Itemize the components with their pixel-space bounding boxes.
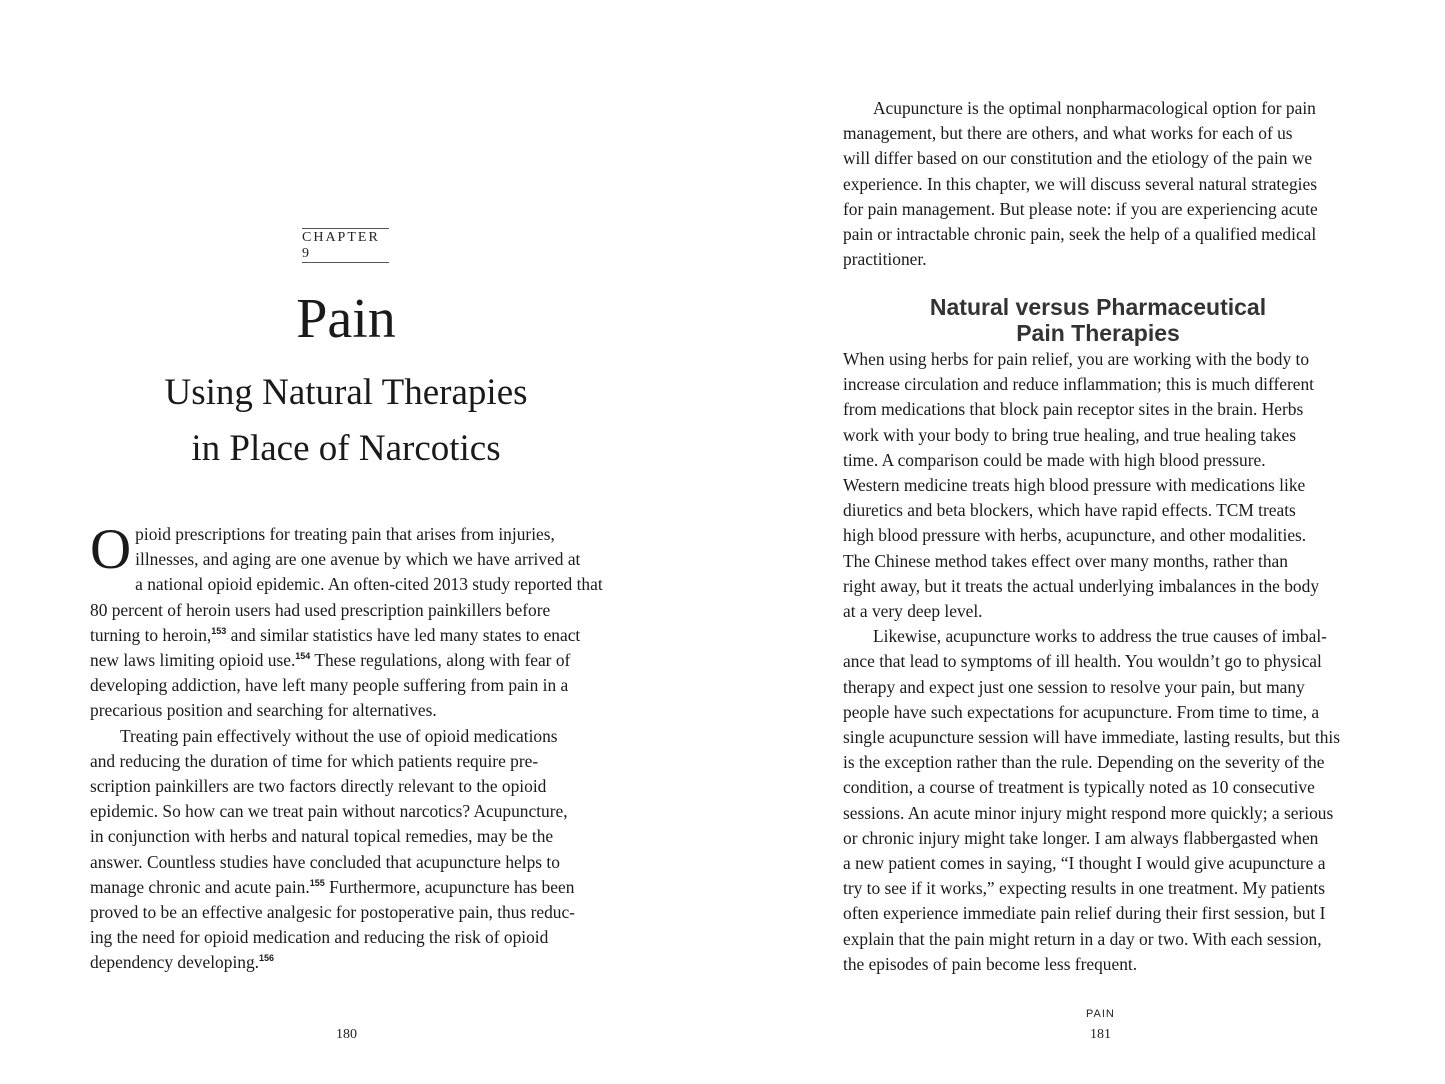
page-number: 180 (336, 1027, 357, 1042)
text-line: work with your body to bring true healing, and true healing takes (843, 424, 1297, 445)
footnote-ref: 156 (259, 953, 275, 964)
text-line (90, 648, 600, 673)
text-line: ance that lead to symptoms of ill health. You wouldn’t go to physical (843, 651, 1322, 672)
text-line: experience. In this chapter, we will discuss several natural strategies (843, 173, 1317, 194)
text-line: pioid prescriptions for treating pain that arises from injuries, (135, 524, 555, 544)
chapter-title: Pain (296, 288, 396, 350)
text-line: condition, a course of treatment is typically noted as 10 consecutive (843, 777, 1315, 798)
text-line: high blood pressure with herbs, acupuncture, and other modalities. (843, 525, 1307, 546)
text-line: therapy and expect just one session to resolve your pain, but many (843, 676, 1305, 697)
paragraph (843, 347, 1353, 624)
text-line: or chronic injury might take longer. I am always flabbergasted when (843, 827, 1319, 848)
text-line: try to see if it works,” expecting results in one treatment. My patients (843, 878, 1325, 899)
text-line: proved to be an effective analgesic for postoperative pain, thus reduc- (90, 902, 575, 923)
text-line: in conjunction with herbs and natural topical remedies, may be the (90, 826, 554, 847)
chapter-label: CHAPTER 9 (302, 229, 380, 261)
right-page (722, 0, 1445, 1084)
paragraph-opening (90, 518, 603, 724)
text-line: a national opioid epidemic. An often-cited 2013 study reported that (135, 574, 603, 595)
text-line (90, 623, 600, 648)
running-head: PAIN (1086, 1008, 1115, 1020)
text-line: answer. Countless studies have concluded that acupuncture helps to (90, 851, 560, 872)
subtitle-line: Using Natural Therapies (164, 372, 528, 413)
text-line: a new patient comes in saying, “I thought I would give acupuncture a (843, 853, 1326, 874)
text-line: will differ based on our constitution and the etiology of the pain we (843, 148, 1313, 169)
text-line: diuretics and beta blockers, which have rapid effects. TCM treats (843, 500, 1296, 521)
chapter-subtitle (0, 365, 692, 477)
text-fragment: dependency developing. (90, 952, 260, 973)
intro-text (843, 96, 1353, 272)
text-line: Likewise, acupuncture works to address the true causes of imbal- (873, 626, 1327, 647)
text-line: Treating pain effectively without the use of opioid medications (120, 725, 558, 746)
text-line: developing addiction, have left many people suffering from pain in a (90, 675, 569, 696)
text-line: single acupuncture session will have immediate, lasting results, but this (843, 727, 1340, 748)
paragraph (843, 96, 1353, 272)
text-line: often experience immediate pain relief during their first session, but I (843, 903, 1326, 924)
text-line: pain or intractable chronic pain, seek the help of a qualified medical (843, 224, 1317, 245)
text-line: the episodes of pain become less frequent. (843, 953, 1138, 974)
text-fragment: and similar statistics have led many states to enact (226, 624, 581, 645)
text-line: time. A comparison could be made with high blood pressure. (843, 449, 1266, 470)
heading-line: Pain Therapies (1016, 320, 1180, 346)
text-line: Western medicine treats high blood pressure with medications like (843, 475, 1306, 496)
left-body-text (90, 518, 603, 976)
text-fragment: new laws limiting opioid use. (90, 650, 296, 671)
text-line: from medications that block pain receptor sites in the brain. Herbs (843, 399, 1304, 420)
chapter-label-rule (302, 228, 389, 263)
footnote-ref: 155 (309, 878, 325, 889)
text-line: at a very deep level. (843, 601, 983, 622)
text-line: ing the need for opioid medication and reducing the risk of opioid (90, 927, 549, 948)
left-page (0, 0, 722, 1084)
text-fragment: manage chronic and acute pain. (90, 876, 310, 897)
page-number: 181 (1090, 1027, 1111, 1042)
text-line: sessions. An acute minor injury might respond more quickly; a serious (843, 802, 1334, 823)
text-line: management, but there are others, and what works for each of us (843, 123, 1293, 144)
text-line: epidemic. So how can we treat pain without narcotics? Acupuncture, (90, 801, 568, 822)
text-line: Acupuncture is the optimal nonpharmacological option for pain (873, 98, 1316, 118)
section-heading (843, 294, 1353, 346)
text-fragment: Furthermore, acupuncture has been (324, 876, 575, 897)
text-line: precarious position and searching for alternatives. (90, 700, 437, 721)
text-line: increase circulation and reduce inflammation; this is much different (843, 374, 1314, 395)
text-line: for pain management. But please note: if you are experiencing acute (843, 198, 1318, 219)
subtitle-line: in Place of Narcotics (191, 428, 501, 469)
text-line: is the exception rather than the rule. Depending on the severity of the (843, 752, 1325, 773)
text-line: scription painkillers are two factors directly relevant to the opioid (90, 776, 547, 797)
text-line: and reducing the duration of time for which patients require pre- (90, 750, 539, 771)
text-line (90, 950, 600, 975)
footnote-ref: 154 (295, 651, 311, 662)
text-line: people have such expectations for acupuncture. From time to time, a (843, 701, 1320, 722)
text-fragment: These regulations, along with fear of (310, 650, 571, 671)
right-body-text (843, 347, 1353, 977)
heading-line: Natural versus Pharmaceutical (929, 294, 1267, 320)
text-line: right away, but it treats the actual underlying imbalances in the body (843, 575, 1320, 596)
text-fragment: turning to heroin, (90, 624, 212, 645)
text-line: practitioner. (843, 249, 927, 270)
footnote-ref: 153 (211, 626, 227, 637)
paragraph (90, 724, 600, 976)
text-line: The Chinese method takes effect over many months, rather than (843, 550, 1288, 571)
paragraph (843, 624, 1353, 977)
text-line: 80 percent of heroin users had used prescription painkillers before (90, 599, 551, 620)
text-line: explain that the pain might return in a day or two. With each session, (843, 928, 1322, 949)
text-line (90, 875, 600, 900)
drop-cap: O (90, 518, 132, 581)
text-line: illnesses, and aging are one avenue by which we have arrived at (135, 549, 581, 570)
text-line: When using herbs for pain relief, you are working with the body to (843, 349, 1310, 369)
